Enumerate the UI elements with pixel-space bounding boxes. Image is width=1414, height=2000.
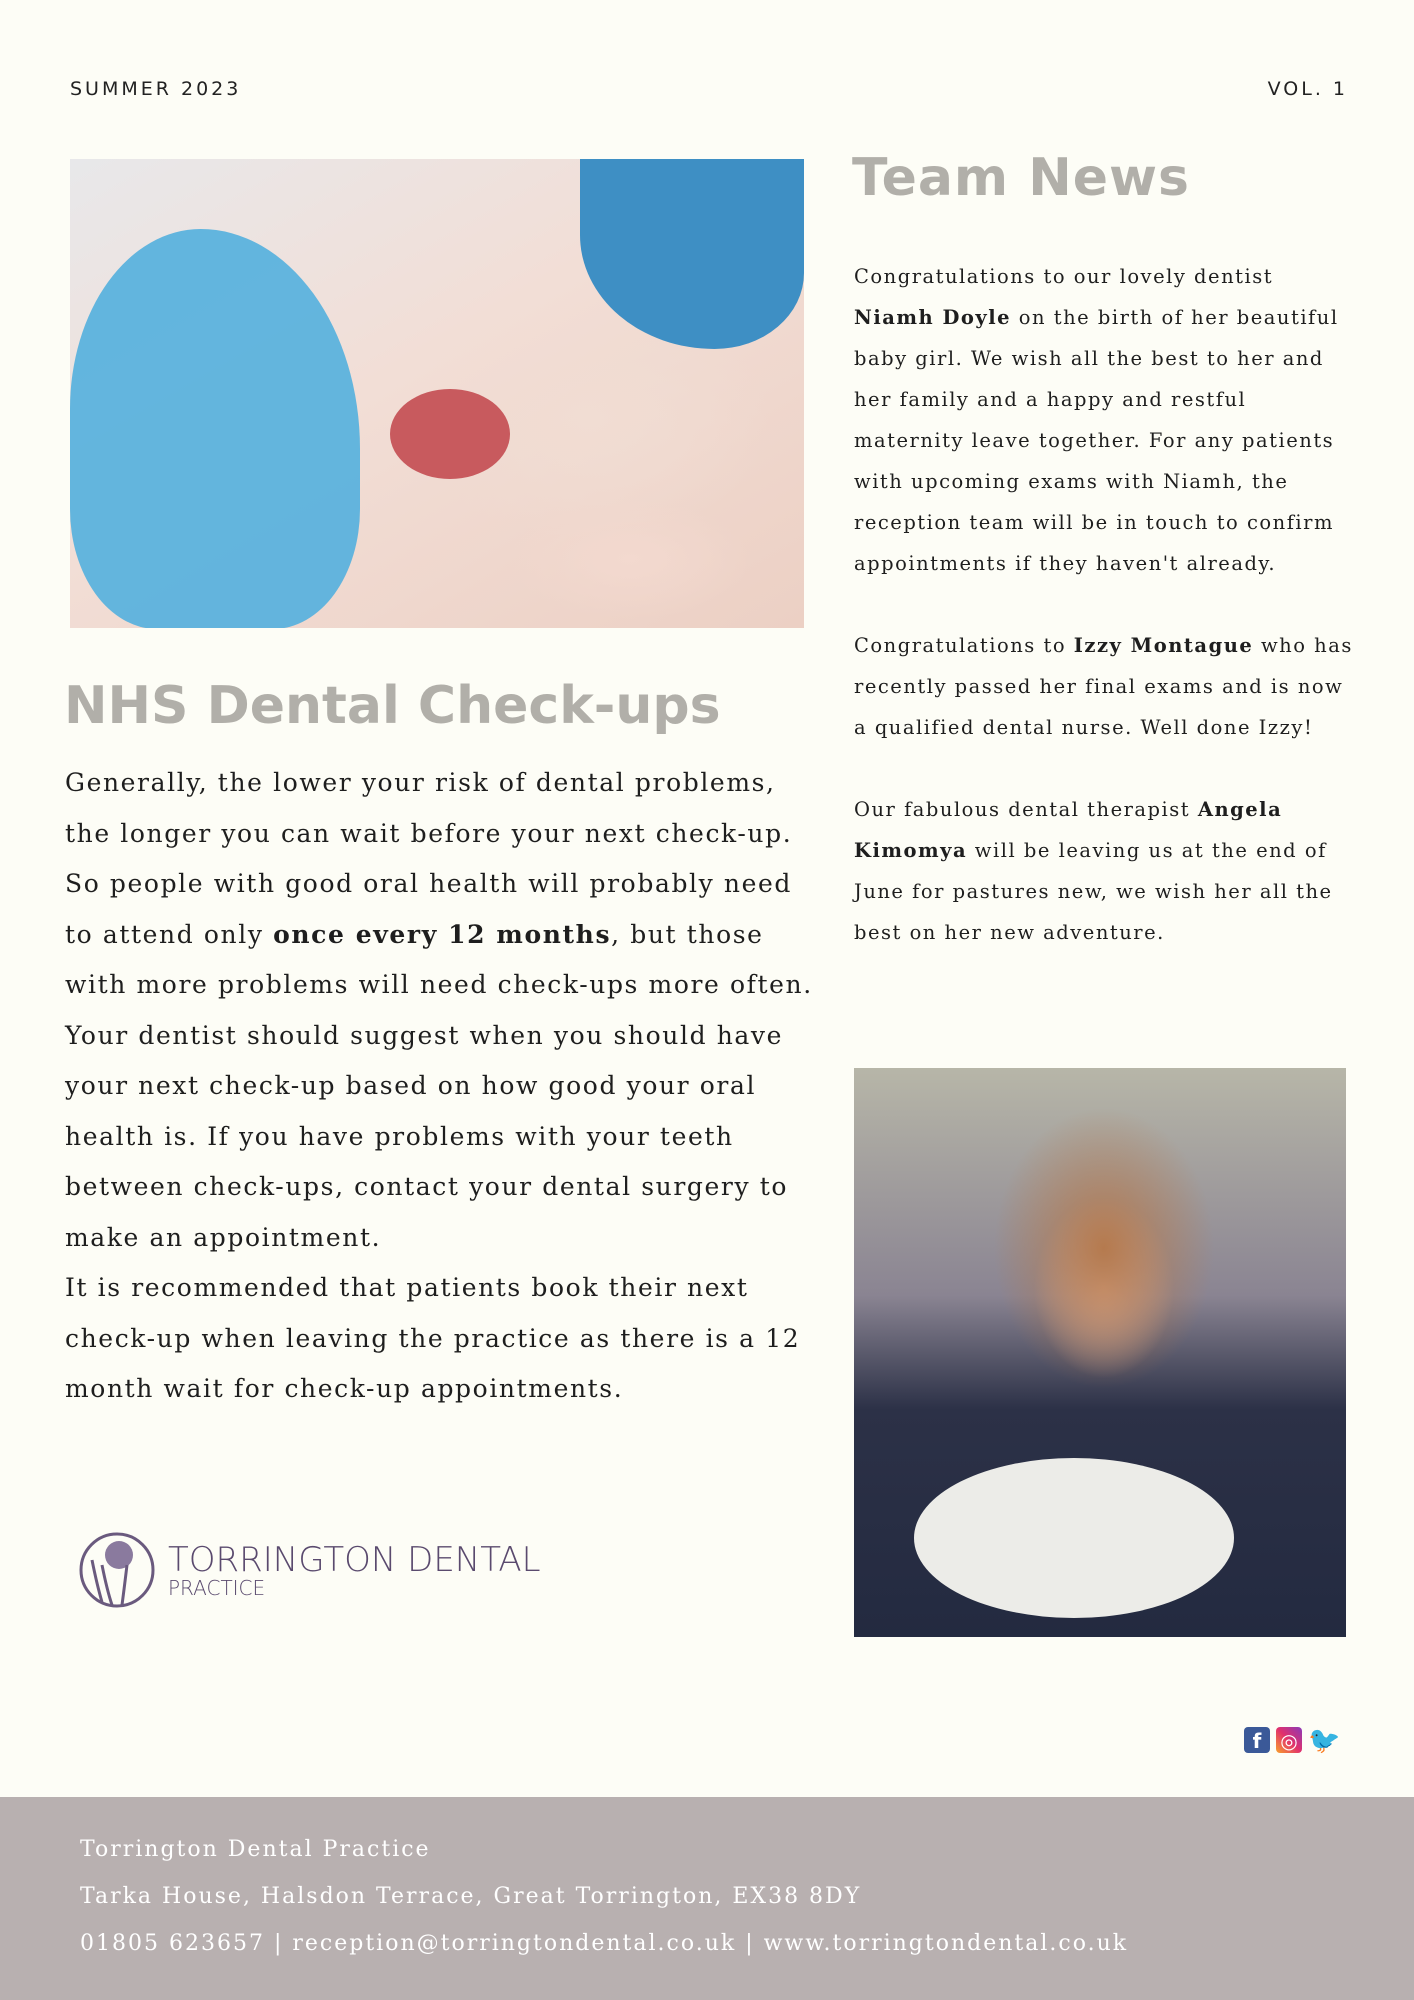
text: Congratulations to (854, 634, 1074, 657)
text: , but those with more problems will need check-ups more often. Your dentist should suggest when you should have your next check-up based on how good your oral health is. If you have problems with your teeth between check-ups, contact your dental surgery to make an appointment. (65, 919, 813, 1252)
glove-shape (70, 229, 360, 628)
news-item (854, 256, 1354, 584)
mouth-shape (390, 389, 510, 479)
dental-exam-photo (70, 159, 804, 628)
nhs-checkups-title: NHS Dental Check-ups (64, 676, 721, 736)
footer-practice-name: Torrington Dental Practice (80, 1837, 431, 1862)
text: will be leaving us at the end of June for pastures new, we wish her all the best on her new adventure. (854, 839, 1333, 944)
text: on the birth of her beautiful baby girl. We wish all the best to her and her family and a happy and restful maternity leave together. For any patients with upcoming exams with Niamh, the reception team will be in touch to confirm appointments if they haven't already. (854, 306, 1339, 575)
mother-baby-photo (854, 1068, 1346, 1637)
nhs-checkups-body (65, 758, 825, 1415)
team-news-body (854, 256, 1354, 994)
paragraph (65, 758, 825, 1263)
text: Generally, the lower your risk of dental problems, the longer you can wait before your next check-up. So people with good oral health will probably need to attend only (65, 768, 793, 949)
footer-address: Tarka House, Halsdon Terrace, Great Torrington, EX38 8DY (80, 1884, 862, 1909)
baby-blanket-shape (914, 1458, 1234, 1618)
name-highlight: Izzy Montague (1073, 634, 1254, 657)
footer (0, 1797, 1414, 2000)
instagram-icon[interactable]: ◎ (1276, 1727, 1302, 1753)
facebook-icon[interactable]: f (1244, 1727, 1270, 1753)
practice-logo (72, 1530, 541, 1610)
paragraph: It is recommended that patients book their next check-up when leaving the practice as there is a 12 month wait for check-up appointments. (65, 1273, 801, 1403)
twitter-icon[interactable]: 🐦 (1308, 1726, 1341, 1756)
text: Congratulations to our lovely dentist (854, 265, 1274, 288)
text: who has recently passed her final exams and is now a qualified dental nurse. Well done Izzy! (854, 634, 1353, 739)
issue-label: SUMMER 2023 (70, 78, 242, 100)
social-links (1244, 1726, 1341, 1756)
logo-text: TORRINGTON DENTAL (168, 1540, 541, 1580)
logo-emblem-icon (72, 1530, 162, 1610)
logo-subtext: PRACTICE (168, 1576, 266, 1600)
text: Our fabulous dental therapist (854, 798, 1198, 821)
news-item (854, 625, 1354, 748)
news-item (854, 789, 1354, 953)
glove-shape (580, 159, 804, 349)
name-highlight: Niamh Doyle (854, 306, 1012, 329)
team-news-title: Team News (852, 148, 1190, 208)
volume-label: VOL. 1 (1267, 78, 1348, 100)
highlight: once every 12 months (273, 919, 612, 949)
footer-contact: 01805 623657 | reception@torringtondental.co.uk | www.torringtondental.co.uk (80, 1931, 1129, 1956)
name-highlight: Angela Kimomya (854, 798, 1283, 862)
